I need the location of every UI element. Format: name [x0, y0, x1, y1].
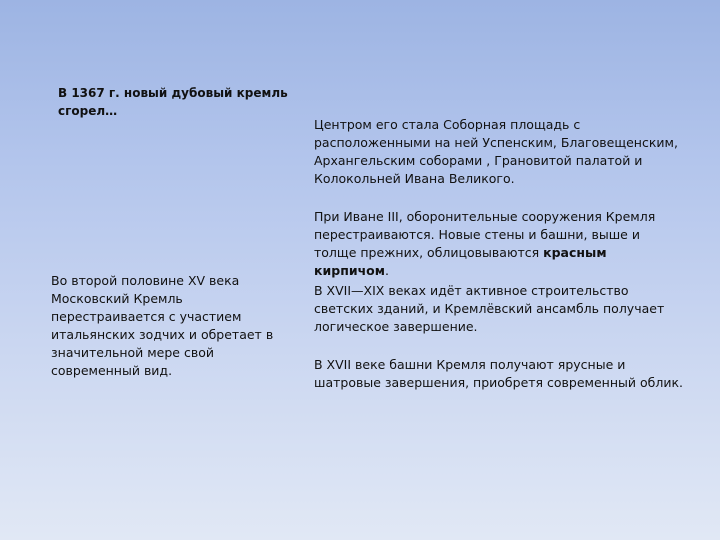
paragraph-ivan-iii	[314, 208, 684, 280]
left-summary: Во второй половине XV века Московский Кремль перестраивается с участием итальянских зодчих и обретает в значительной мере свой современный вид.	[51, 273, 274, 378]
paragraph-ivan-iii-text: При Иване III, оборонительные сооружения Кремля перестраиваются. Новые стены и башни, выше и толще прежних, облицовываются	[314, 209, 656, 260]
left-heading: В 1367 г. новый дубовый кремль сгорел…	[58, 86, 288, 118]
paragraph-ivan-iii-end: .	[384, 263, 389, 278]
paragraph-secular-buildings: В XVII—XIX веках идёт активное строительство светских зданий, и Кремлёвский ансамбль получает логическое завершение.	[314, 283, 665, 334]
paragraph-tower-tops: В XVII веке башни Кремля получают ярусные и шатровые завершения, приобретя современный облик.	[314, 357, 683, 390]
red-brick-emphasis: красным кирпичом	[314, 245, 607, 278]
paragraph-cathedral-square: Центром его стала Соборная площадь с расположенными на ней Успенским, Благовещенским, Архангельским соборами , Грановитой палатой и Колокольней Ивана Великого.	[314, 117, 678, 186]
